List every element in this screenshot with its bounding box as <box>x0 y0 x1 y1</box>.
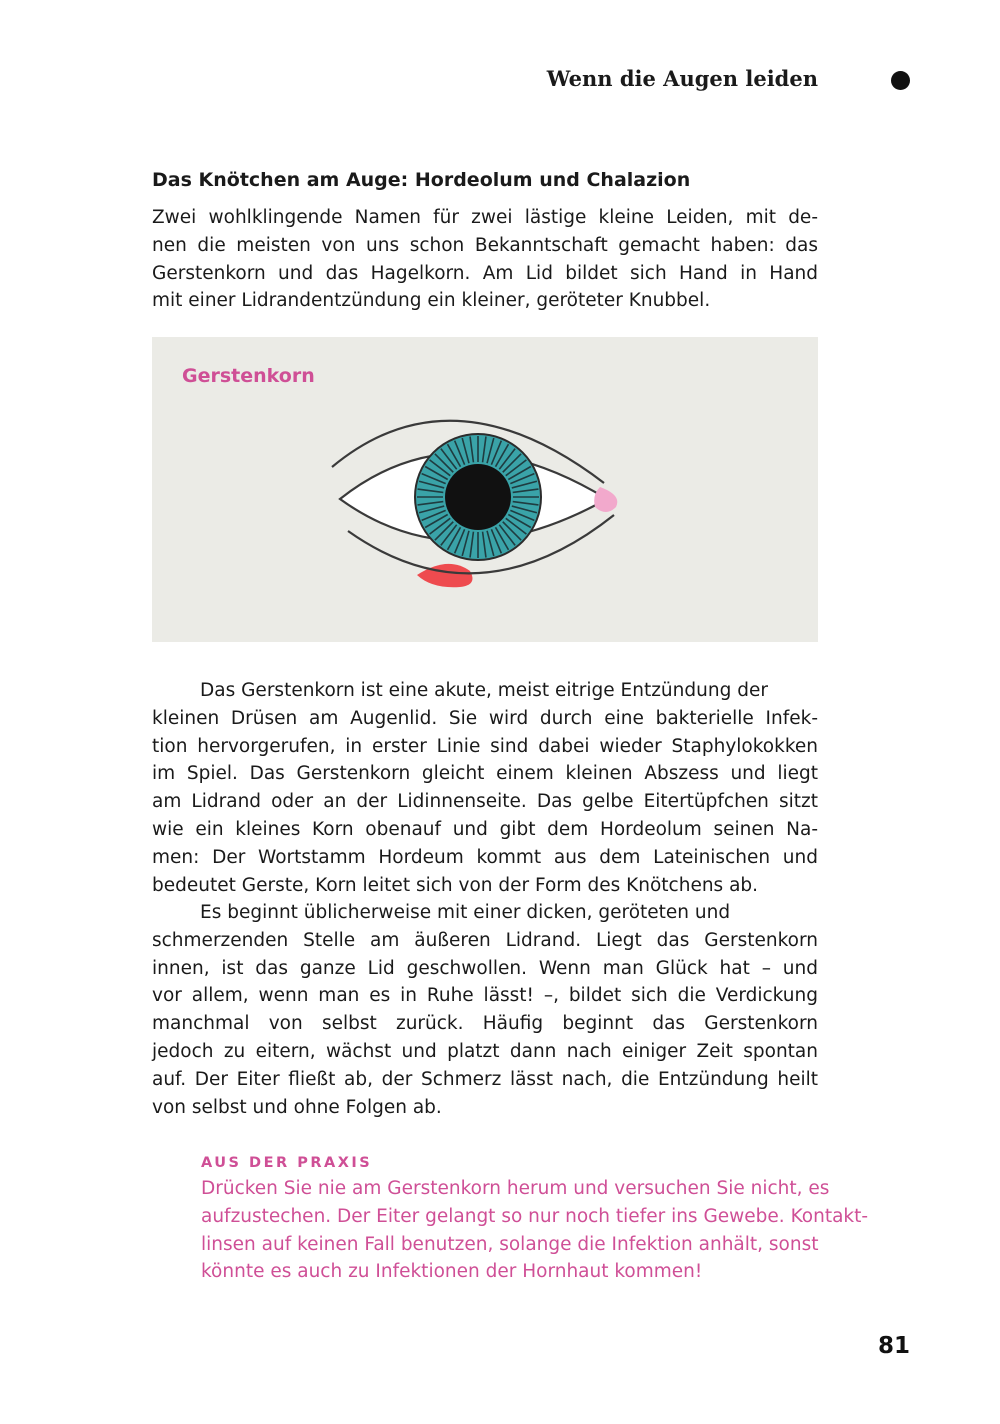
running-head: Wenn die Augen leiden <box>546 66 818 91</box>
body-line: men: Der Wortstamm Hordeum kommt aus dem Lateinischen und <box>152 846 818 868</box>
pupil <box>445 464 511 530</box>
stye-illustration <box>152 337 818 642</box>
practice-tip-box <box>201 1155 901 1286</box>
tip-line: aufzustechen. Der Eiter gelangt so nur noch tiefer ins Gewebe. Kontakt- <box>201 1205 869 1227</box>
body-line: schmerzenden Stelle am äußeren Lidrand. Liegt das Gerstenkorn <box>152 929 818 951</box>
body-line: von selbst und ohne Folgen ab. <box>152 1096 442 1118</box>
intro-line: mit einer Lidrandentzündung ein kleiner, geröteter Knubbel. <box>152 290 711 312</box>
section-title: Das Knötchen am Auge: Hordeolum und Chalazion <box>152 169 691 191</box>
body-line: wie ein kleines Korn obenauf und gibt dem Hordeolum seinen Na- <box>152 818 818 840</box>
body-line: vor allem, wenn man es in Ruhe lässt! –, bildet sich die Verdickung <box>152 985 818 1007</box>
body-line: innen, ist das ganze Lid geschwollen. Wenn man Glück hat – und <box>152 957 818 979</box>
tip-line: könnte es auch zu Infektionen der Hornhaut kommen! <box>201 1261 703 1283</box>
body-line: Das Gerstenkorn ist eine akute, meist eitrige Entzündung der <box>200 680 768 701</box>
tear-duct-caruncle <box>594 487 617 512</box>
body-line: jedoch zu eitern, wächst und platzt dann nach einiger Zeit spontan <box>152 1040 818 1062</box>
header-bullet-dot <box>891 71 910 90</box>
body-line: auf. Der Eiter fließt ab, der Schmerz lässt nach, die Entzündung heilt <box>152 1068 818 1090</box>
intro-paragraph <box>152 204 818 315</box>
eye-diagram <box>152 337 818 642</box>
body-line: kleinen Drüsen am Augenlid. Sie wird durch eine bakterielle Infek- <box>152 707 818 729</box>
figure-label: Gerstenkorn <box>182 365 315 387</box>
body-paragraph-2 <box>152 899 818 1121</box>
body-line: tion hervorgerufen, in erster Linie sind dabei wieder Staphylokokken <box>152 735 818 757</box>
page-number: 81 <box>877 1333 910 1359</box>
tip-line: Drücken Sie nie am Gerstenkorn herum und versuchen Sie nicht, es <box>201 1178 830 1199</box>
body-paragraph-1 <box>152 677 818 899</box>
tip-heading: AUS DER PRAXIS <box>201 1155 373 1171</box>
body-line: im Spiel. Das Gerstenkorn gleicht einem kleinen Abszess und liegt <box>152 763 818 785</box>
tip-line: linsen auf keinen Fall benutzen, solange die Infektion anhält, sonst <box>201 1233 819 1255</box>
body-line: Es beginnt üblicherweise mit einer dicken, geröteten und <box>200 902 731 923</box>
body-line: bedeutet Gerste, Korn leitet sich von der Form des Knötchens ab. <box>152 874 759 896</box>
body-line: manchmal von selbst zurück. Häufig beginnt das Gerstenkorn <box>152 1013 818 1035</box>
intro-line: nen die meisten von uns schon Bekanntschaft gemacht haben: das <box>152 234 818 256</box>
intro-line: Zwei wohlklingende Namen für zwei lästige kleine Leiden, mit de- <box>152 207 818 228</box>
intro-line: Gerstenkorn und das Hagelkorn. Am Lid bildet sich Hand in Hand <box>152 262 818 284</box>
body-line: am Lidrand oder an der Lidinnenseite. Das gelbe Eitertüpfchen sitzt <box>152 791 818 813</box>
